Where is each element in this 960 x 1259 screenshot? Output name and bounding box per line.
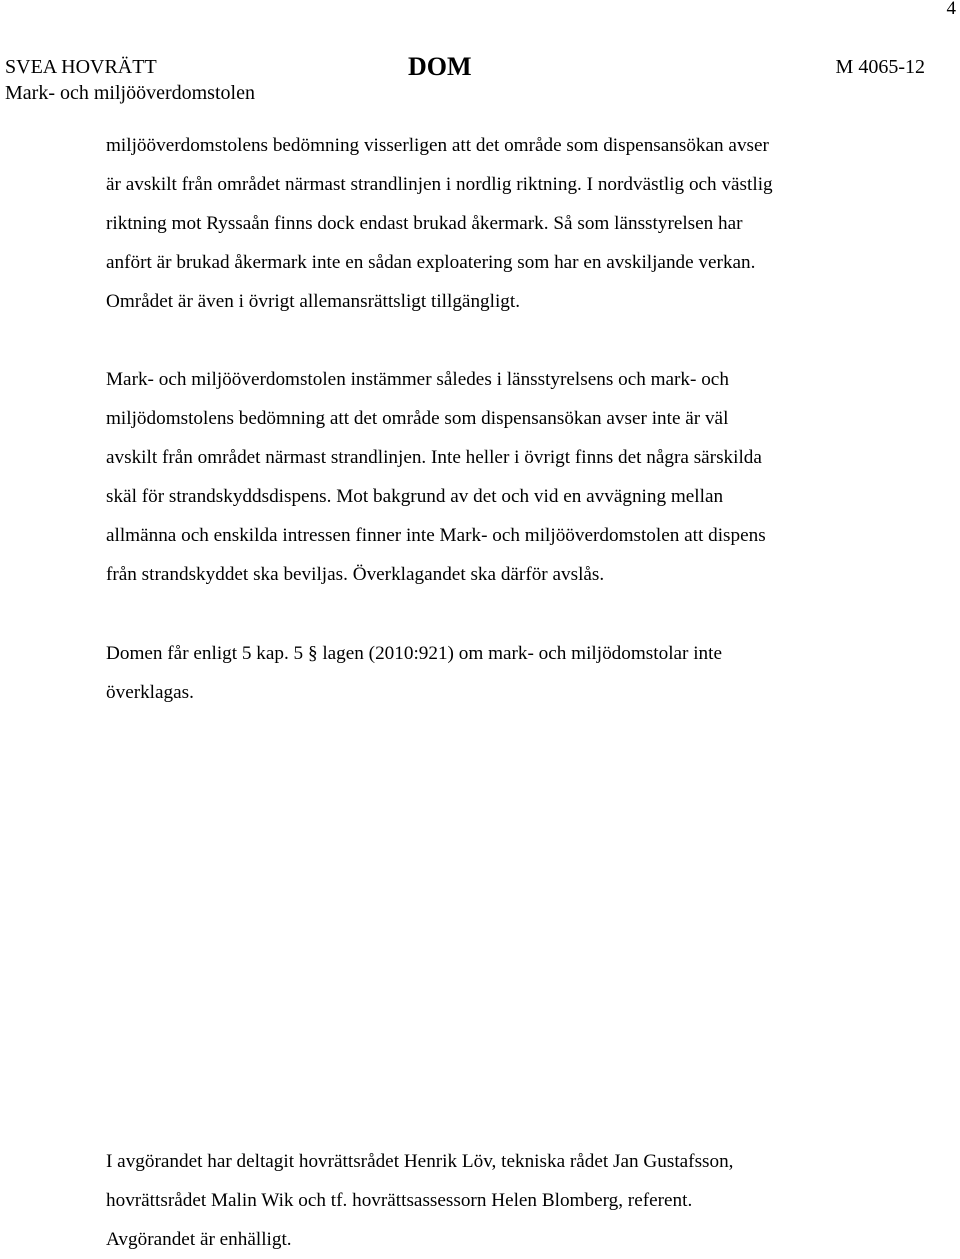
paragraph-assessment-continued <box>106 126 906 321</box>
paragraph-unanimous <box>106 1220 906 1259</box>
paragraph-appeal-notice <box>106 634 906 712</box>
text-line: hovrättsrådet Malin Wik och tf. hovrättsassessorn Helen Blomberg, referent. <box>106 1190 693 1211</box>
text-line: från strandskyddet ska beviljas. Överklagandet ska därför avslås. <box>106 564 605 585</box>
text-line: miljööverdomstolens bedömning visserligen att det område som dispensansökan avser <box>106 135 769 156</box>
text-line: allmänna och enskilda intressen finner inte Mark- och miljööverdomstolen att dispens <box>106 525 766 546</box>
case-number: M 4065-12 <box>835 56 925 78</box>
court-name: SVEA HOVRÄTT <box>5 56 157 78</box>
text-line: anfört är brukad åkermark inte en sådan exploatering som har en avskiljande verkan. <box>106 252 756 273</box>
document-type: DOM <box>408 52 472 81</box>
text-line: riktning mot Ryssaån finns dock endast brukad åkermark. Så som länsstyrelsen har <box>106 213 743 234</box>
paragraph-conclusion <box>106 360 906 594</box>
paragraph-judges <box>106 1142 906 1220</box>
text-line: överklagas. <box>106 682 194 703</box>
page-number: 4 <box>946 0 956 19</box>
text-line: Mark- och miljööverdomstolen instämmer således i länsstyrelsens och mark- och <box>106 369 729 390</box>
text-line: är avskilt från området närmast strandlinjen i nordlig riktning. I nordvästlig och västlig <box>106 174 773 195</box>
text-line: Området är även i övrigt allemansrättsligt tillgängligt. <box>106 291 521 312</box>
text-line: I avgörandet har deltagit hovrättsrådet Henrik Löv, tekniska rådet Jan Gustafsson, <box>106 1151 734 1172</box>
text-line: skäl för strandskyddsdispens. Mot bakgrund av det och vid en avvägning mellan <box>106 486 724 507</box>
court-division: Mark- och miljööverdomstolen <box>5 82 255 104</box>
text-line: Domen får enligt 5 kap. 5 § lagen (2010:921) om mark- och miljödomstolar inte <box>106 643 722 664</box>
document-header <box>5 54 925 106</box>
text-line: avskilt från området närmast strandlinjen. Inte heller i övrigt finns det några särskilda <box>106 447 762 468</box>
text-line: Avgörandet är enhälligt. <box>106 1229 292 1250</box>
text-line: miljödomstolens bedömning att det område som dispensansökan avser inte är väl <box>106 408 729 429</box>
